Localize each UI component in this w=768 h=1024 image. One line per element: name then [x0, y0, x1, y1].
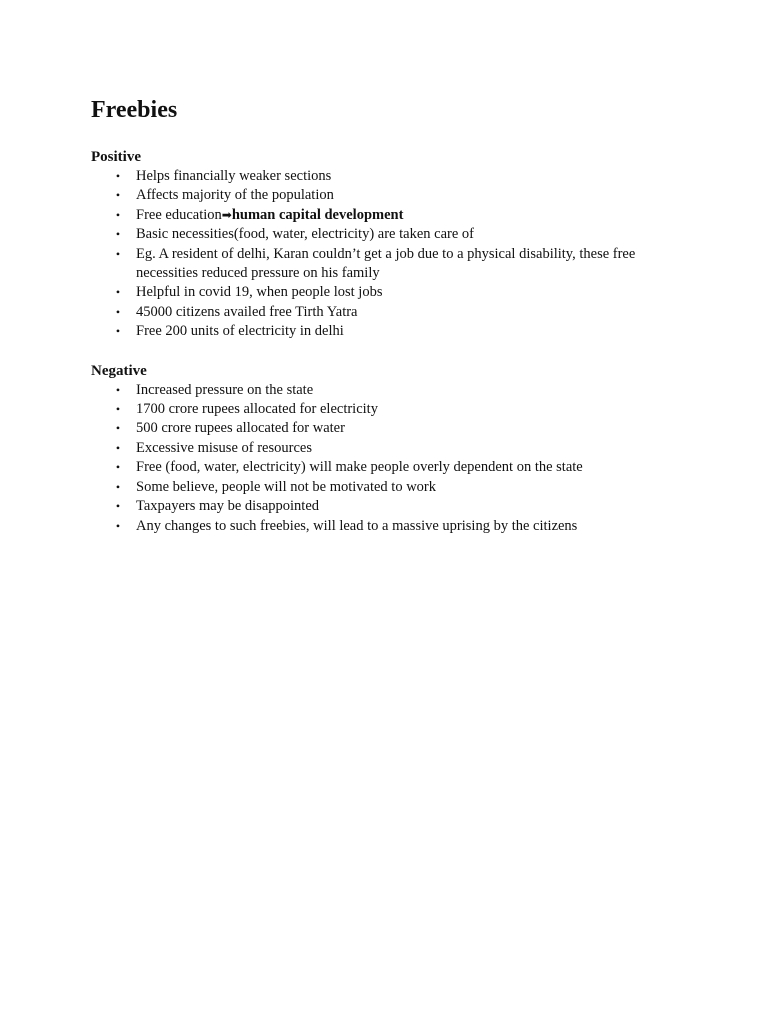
- bullet-icon: •: [115, 421, 121, 436]
- list-item: [91, 283, 691, 302]
- bullet-icon: •: [115, 479, 121, 494]
- list-item: [91, 322, 691, 341]
- list-item-text: Helps financially weaker sections: [136, 168, 332, 184]
- positive-heading: Positive: [91, 149, 141, 165]
- bullet-icon: •: [115, 499, 121, 514]
- negative-list: [91, 381, 691, 536]
- negative-heading: Negative: [91, 362, 147, 379]
- bullet-icon: •: [115, 304, 121, 319]
- list-item-text: Helpful in covid 19, when people lost jobs: [136, 284, 383, 301]
- list-item: [91, 400, 691, 419]
- bullet-icon: •: [115, 188, 121, 203]
- list-item: [91, 497, 691, 516]
- bullet-icon: •: [115, 246, 121, 261]
- bullet-icon: •: [115, 324, 121, 339]
- document-page: [91, 96, 691, 536]
- list-item-text: Some believe, people will not be motivated to work: [136, 478, 437, 495]
- list-item-text: Excessive misuse of resources: [136, 439, 312, 456]
- list-item: [91, 303, 691, 322]
- bullet-icon: •: [115, 518, 121, 533]
- right-arrow-icon: ➡: [221, 207, 232, 222]
- list-item-text: Free education: [136, 206, 222, 223]
- list-item-text: 500 crore rupees allocated for water: [136, 420, 345, 437]
- list-item: [91, 206, 691, 225]
- list-item: [91, 167, 691, 186]
- positive-list: [91, 167, 691, 342]
- list-item-text: Free 200 units of electricity in delhi: [136, 323, 344, 340]
- list-item-text: Any changes to such freebies, will lead to a massive uprising by the citizens: [136, 517, 578, 534]
- list-item: [91, 439, 691, 458]
- list-item: [91, 225, 691, 244]
- positive-section: [91, 148, 691, 342]
- bullet-icon: •: [115, 227, 121, 242]
- list-item: [91, 478, 691, 497]
- list-item: [91, 458, 691, 477]
- list-item-text: Basic necessities(food, water, electricity) are taken care of: [136, 226, 474, 243]
- negative-section: [91, 362, 691, 536]
- list-item-text: Affects majority of the population: [136, 187, 334, 204]
- bullet-icon: •: [115, 460, 121, 475]
- bullet-icon: •: [115, 207, 121, 222]
- list-item: [91, 517, 691, 536]
- list-item: [91, 419, 691, 438]
- document-title: Freebies: [91, 97, 178, 123]
- list-item-text: 1700 crore rupees allocated for electricity: [136, 401, 378, 418]
- list-item-text: Taxpayers may be disappointed: [136, 498, 319, 515]
- list-item: [91, 381, 691, 400]
- bullet-icon: •: [115, 402, 121, 417]
- list-item-bold-text: human capital development: [231, 206, 404, 223]
- list-item-text: Free (food, water, electricity) will make people overly dependent on the state: [136, 459, 583, 476]
- list-item-text: Increased pressure on the state: [136, 381, 314, 398]
- bullet-icon: •: [115, 382, 121, 397]
- list-item-text: Eg. A resident of delhi, Karan couldn’t get a job due to a physical disability, these free necessities reduced pressure on his family: [136, 245, 636, 282]
- bullet-icon: •: [115, 440, 121, 455]
- bullet-icon: •: [115, 285, 121, 300]
- bullet-icon: •: [115, 169, 121, 183]
- list-item: [91, 186, 691, 205]
- list-item-text: 45000 citizens availed free Tirth Yatra: [136, 303, 358, 320]
- list-item: [91, 245, 691, 284]
